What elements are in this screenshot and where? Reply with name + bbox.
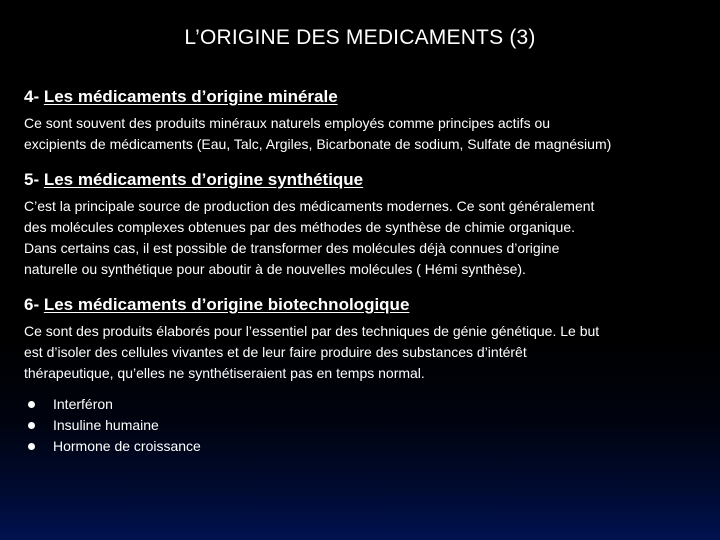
list-item bbox=[24, 436, 704, 457]
section-number: 6- bbox=[24, 295, 44, 314]
section-title: Les médicaments d’origine synthétique bbox=[43, 170, 364, 189]
section-text: Ce sont souvent des produits minéraux naturels employés comme principes actifs ou excipients de médicaments (Eau, Talc, Argiles, Bicarbonate de sodium, Sulfate de magnésium) bbox=[24, 115, 612, 152]
list-item-label: Interféron bbox=[53, 396, 113, 412]
list-item-label: Hormone de croissance bbox=[53, 438, 201, 454]
bullet-dot-icon bbox=[28, 422, 35, 429]
section-number: 4- bbox=[24, 87, 44, 106]
section-title: Les médicaments d’origine minérale bbox=[43, 87, 338, 106]
section-text: C’est la principale source de production des médicaments modernes. Ce sont généralement des molécules complexes obtenues par des méthodes de synthèse de chimie organique. Dans certains cas, il est possible de transformer des molécules déjà connues d’origine naturelle ou synthétique pour aboutir à de nouvelles molécules ( Hémi synthèse). bbox=[24, 198, 595, 277]
bullet-dot-icon bbox=[28, 443, 35, 450]
list-item bbox=[24, 394, 704, 415]
list-item-label: Insuline humaine bbox=[53, 417, 159, 433]
section-number: 5- bbox=[24, 170, 44, 189]
section-biotech bbox=[24, 294, 704, 457]
list-item bbox=[24, 415, 704, 436]
bullet-list bbox=[24, 394, 704, 457]
section-text: Ce sont des produits élaborés pour l’essentiel par des techniques de génie génétique. Le but est d’isoler des cellules vivantes et de leur faire produire des substances d’intérêt thérapeutique, qu’elles ne synthétiseraient pas en temps normal. bbox=[24, 323, 600, 381]
section-heading bbox=[24, 169, 704, 191]
section-heading bbox=[24, 86, 704, 108]
section-heading bbox=[24, 294, 704, 316]
bullet-dot-icon bbox=[28, 401, 35, 408]
slide-title: L’ORIGINE DES MEDICAMENTS (3) bbox=[184, 26, 536, 49]
section-synthetic bbox=[24, 169, 704, 280]
section-title: Les médicaments d’origine biotechnologique bbox=[43, 295, 410, 314]
section-mineral bbox=[24, 86, 704, 155]
slide-content bbox=[24, 86, 704, 471]
